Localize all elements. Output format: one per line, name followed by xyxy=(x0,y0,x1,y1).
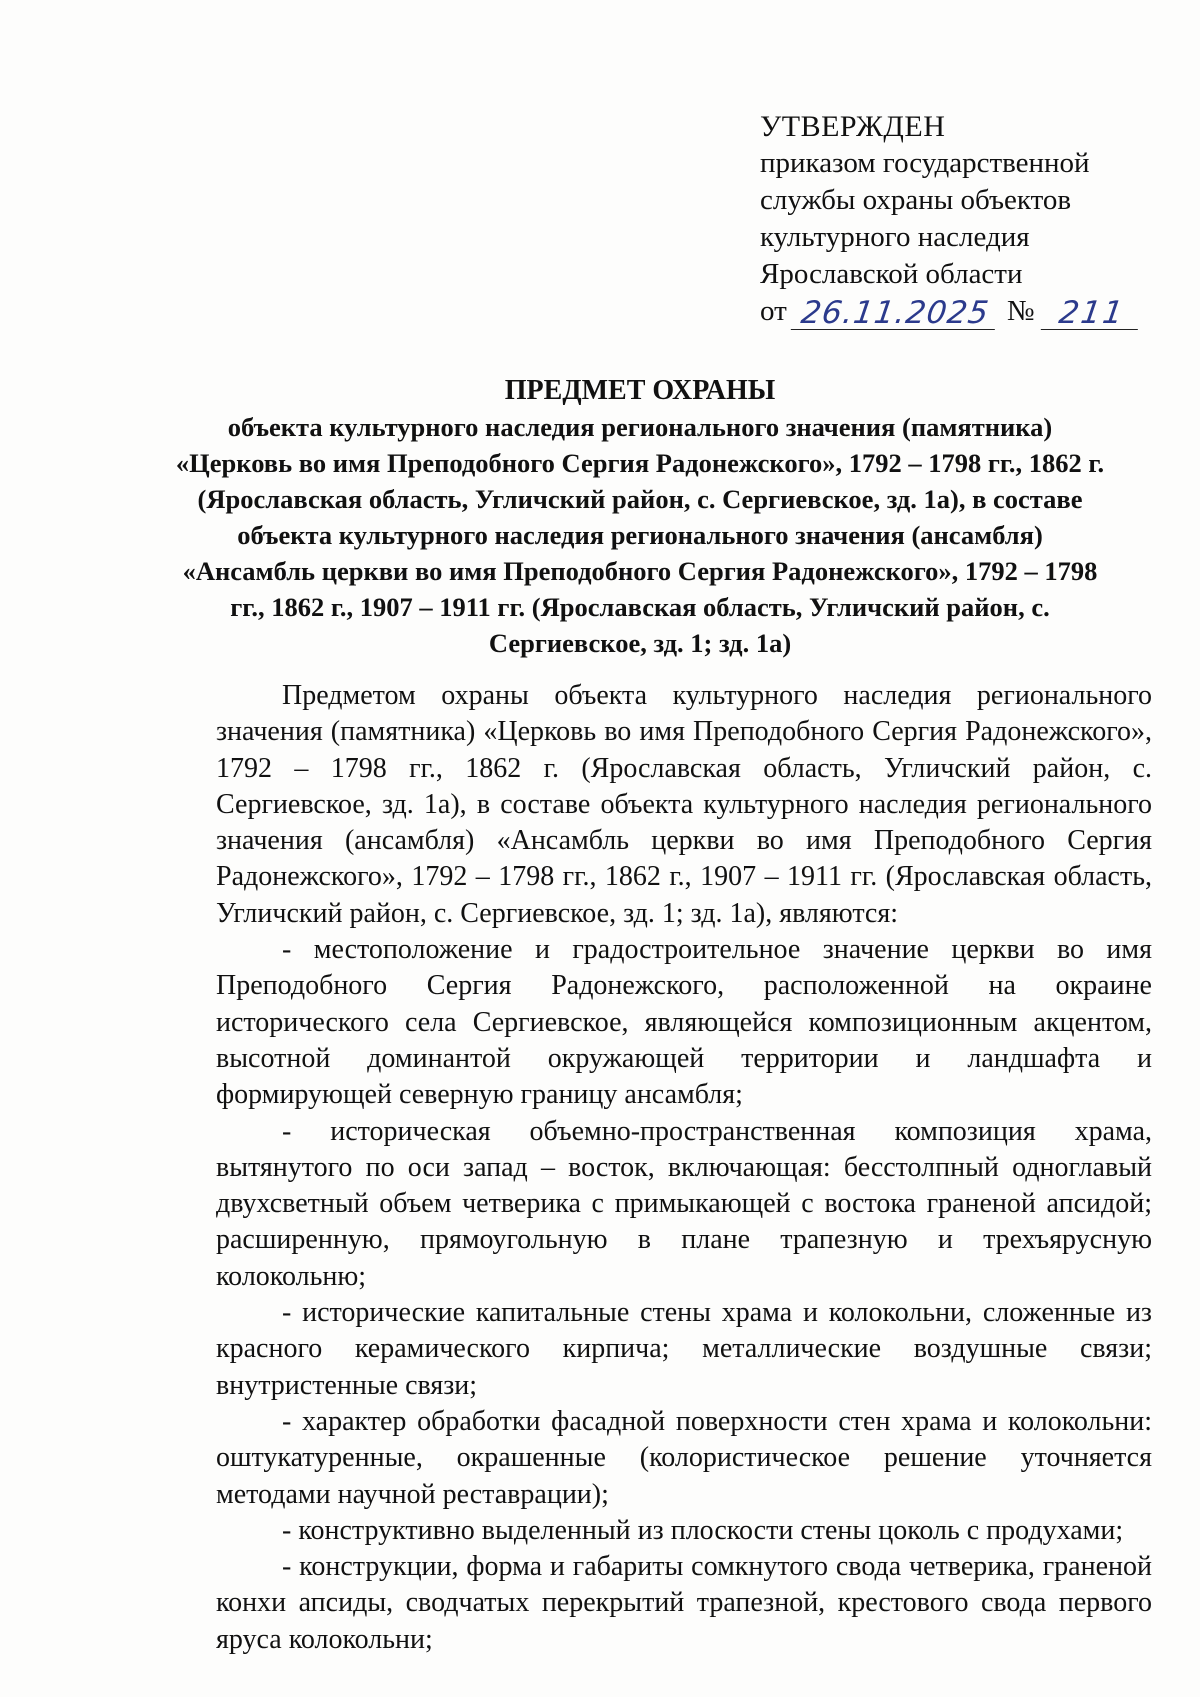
approval-heading: УТВЕРЖДЕН xyxy=(760,110,946,143)
list-item: - характер обработки фасадной поверхности стен храма и колокольни: оштукатуренные, окрашенные (колористическое решение уточняется методами научной реставрации); xyxy=(216,1405,1152,1510)
title-subtitle: объекта культурного наследия регионального значения (памятника) «Церковь во имя Преподобного Сергия Радонежского», 1792 – 1798 гг., 1862 г. (Ярославская область, Угличский район, с. Сергиевское, зд. 1а), в составе объекта культурного наследия регионального значения (ансамбля) «Ансамбль церкви во имя Преподобного Сергия Радонежского», 1792 – 1798 гг., 1862 г., 1907 – 1911 гг. (Ярославская область, Угличский район, с. Сергиевское, зд. 1; зд. 1а) xyxy=(175,412,1105,658)
approval-block xyxy=(760,108,1140,330)
approval-line-2: службы охраны объектов xyxy=(760,184,1072,216)
date-prefix: от xyxy=(760,295,787,327)
list-item: - историческая объемно-пространственная композиция храма, вытянутого по оси запад – восток, включающая: бесстолпный одноглавый двухсветный объем четверика с примыкающей с востока граненой апсидой; расширенную, прямоугольную в плане трапезную и трехъярусную колокольню; xyxy=(216,1115,1152,1292)
intro-paragraph: Предметом охраны объекта культурного наследия регионального значения (памятника) «Церковь во имя Преподобного Сергия Радонежского», 1792 – 1798 гг., 1862 г. (Ярославская область, Угличский район, с. Сергиевское, зд. 1а), в составе объекта культурного наследия регионального значения (ансамбля) «Ансамбль церкви во имя Преподобного Сергия Радонежского», 1792 – 1798 гг., 1862 г., 1907 – 1911 гг. (Ярославская область, Угличский район, с. Сергиевское, зд. 1; зд. 1а), являются: xyxy=(216,680,1152,929)
list-item: - местоположение и градостроительное значение церкви во имя Преподобного Сергия Радонежского, расположенной на окраине исторического села Сергиевское, являющейся композиционным акцентом, высотной доминантой окружающей территории и ландшафта и формирующей северную границу ансамбля; xyxy=(216,934,1152,1111)
title-main: ПРЕДМЕТ ОХРАНЫ xyxy=(504,375,776,406)
approval-line-1: приказом государственной xyxy=(760,147,1090,179)
handwritten-number: 211 xyxy=(1040,298,1142,330)
approval-line-3: культурного наследия xyxy=(760,221,1030,253)
list-item: - исторические капитальные стены храма и колокольни, сложенные из красного керамического кирпича; металлические воздушные связи; внутристенные связи; xyxy=(216,1297,1152,1401)
approval-line-4: Ярославской области xyxy=(760,258,1023,290)
handwritten-date: 26.11.2025 xyxy=(791,298,1000,330)
number-sign: № xyxy=(1006,295,1035,327)
document-body xyxy=(216,678,1152,1658)
document-title xyxy=(175,373,1105,661)
list-item: - конструкции, форма и габариты сомкнутого свода четверика, граненой конхи апсиды, сводчатых перекрытий трапезной, крестового свода первого яруса колокольни; xyxy=(216,1551,1152,1655)
list-item: - конструктивно выделенный из плоскости стены цоколь с продухами; xyxy=(282,1514,1124,1546)
approval-date-row xyxy=(760,293,1140,330)
